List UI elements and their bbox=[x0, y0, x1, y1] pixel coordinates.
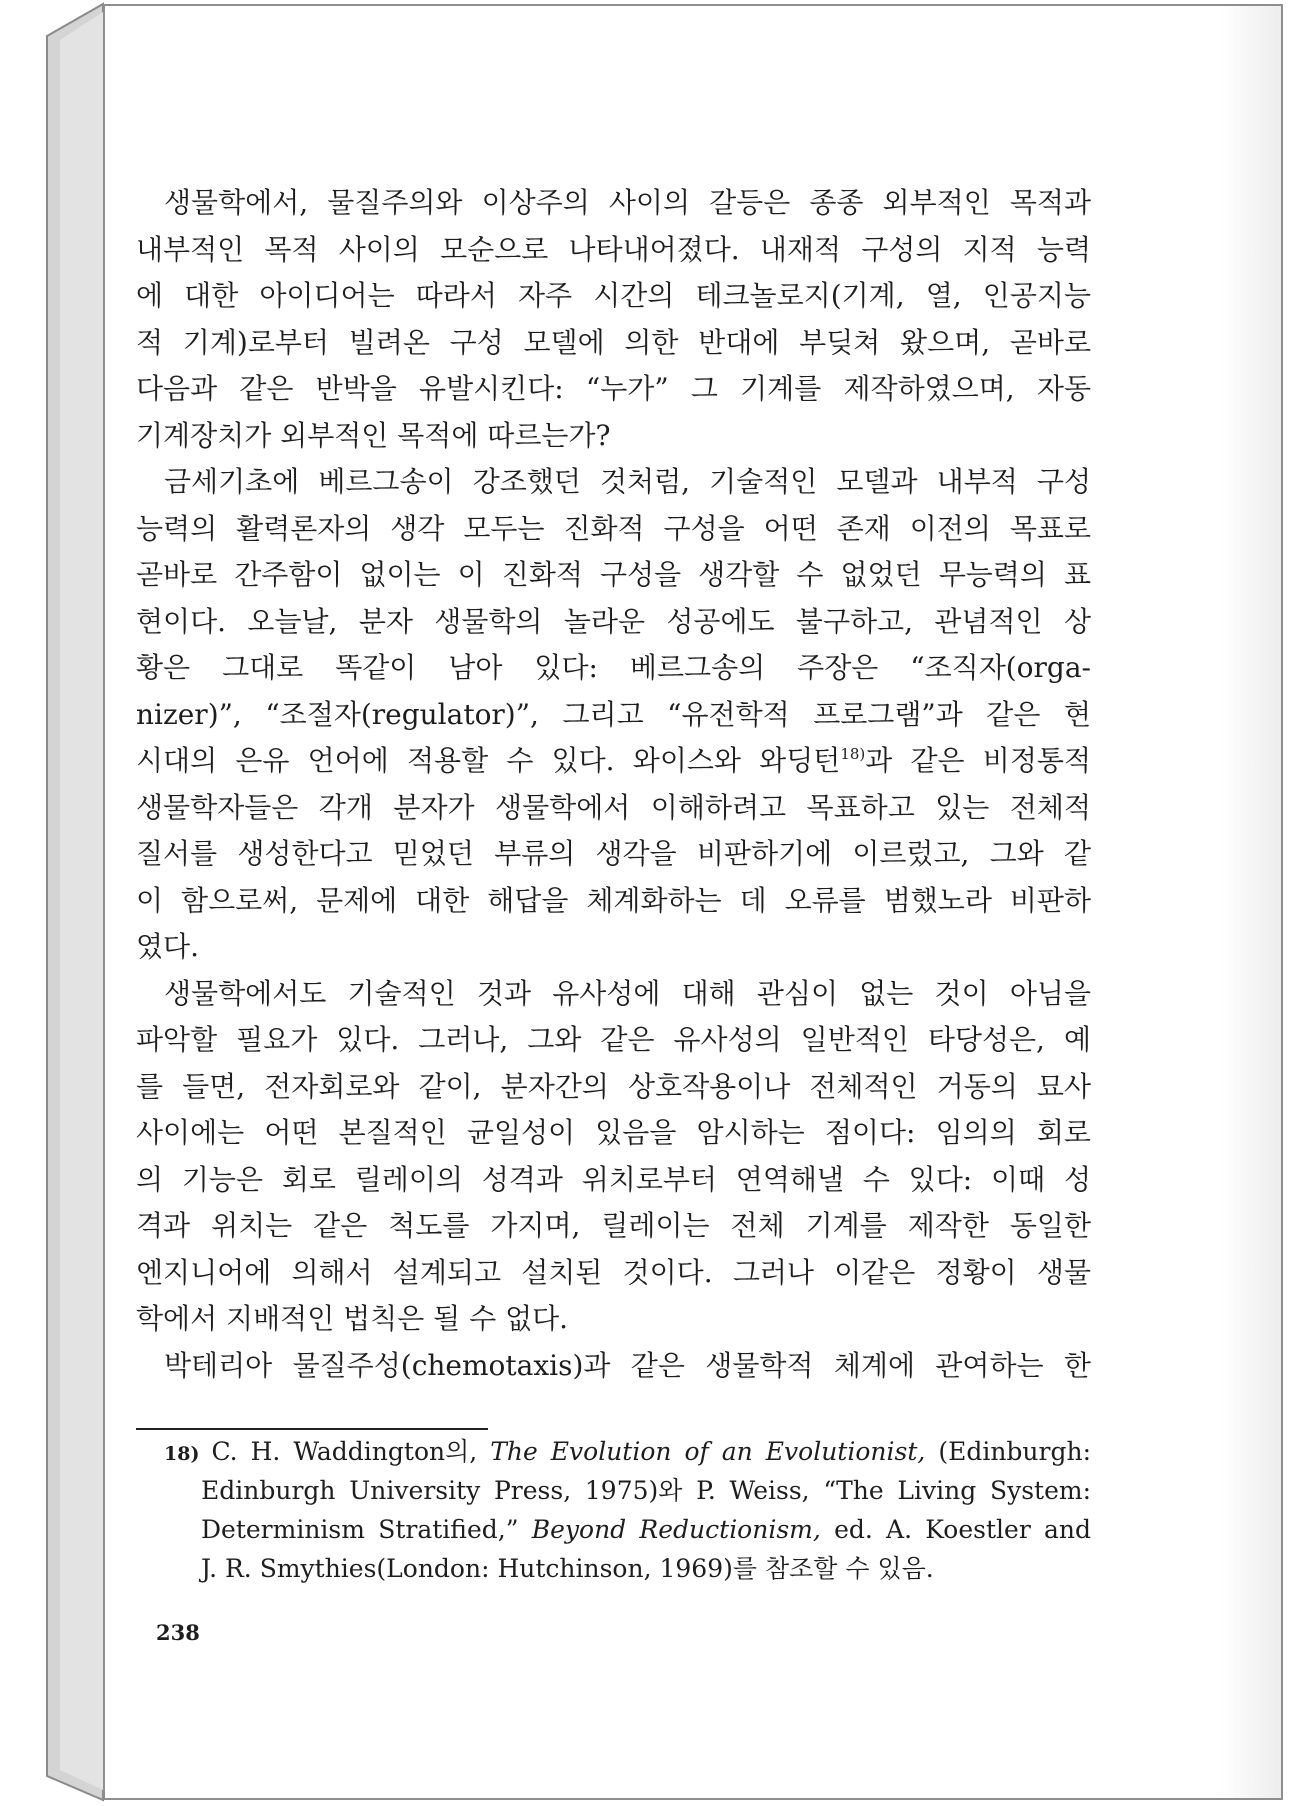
footnote-line bbox=[136, 1510, 1091, 1549]
footnote-18 bbox=[136, 1432, 1091, 1588]
footnote-ref-18[interactable]: 18) bbox=[840, 745, 866, 763]
paragraph-3 bbox=[136, 971, 1091, 1343]
paragraph-1 bbox=[136, 180, 1091, 459]
text-line: 생물학에서도 기술적인 것과 유사성에 대해 관심이 없는 것이 아님을 bbox=[164, 976, 1091, 1010]
footnote-text: C. H. Waddington의, bbox=[211, 1437, 478, 1466]
body-text bbox=[136, 180, 1091, 1389]
text-line: 다음과 같은 반박을 유발시킨다: “누가” 그 기계를 제작하였으며, 자동 bbox=[136, 372, 1091, 405]
text-line: 금세기초에 베르그송이 강조했던 것처럼, 기술적인 모델과 내부적 구성 bbox=[164, 465, 1091, 498]
text-line: 내부적인 목적 사이의 모순으로 나타내어졌다. 내재적 구성의 지적 능력 bbox=[136, 232, 1091, 266]
footnote-line: J. R. Smythies(London: Hutchinson, 1969)를 참조할 수 있음. bbox=[201, 1554, 934, 1583]
footnote-line: Edinburgh University Press, 1975)와 P. Weiss, “The Living System: bbox=[201, 1476, 1091, 1505]
text-line: 엔지니어에 의해서 설계되고 설치된 것이다. 그러나 이같은 정황이 생물 bbox=[136, 1255, 1091, 1289]
paragraph-4 bbox=[136, 1343, 1091, 1390]
page-number: 238 bbox=[156, 1620, 200, 1645]
text-line-with-footnote-ref bbox=[136, 738, 1091, 785]
text-line: 학에서 지배적인 법칙은 될 수 없다. bbox=[136, 1302, 569, 1335]
text-line-head: 시대의 은유 언어에 적용할 수 있다. 와이스와 와딩턴 bbox=[136, 744, 841, 777]
paragraph-2 bbox=[136, 459, 1091, 971]
footnote-number: 18) bbox=[164, 1443, 200, 1465]
text-line-tail: 과 같은 비정통적 bbox=[865, 744, 1091, 777]
text-line: 적 기계)로부터 빌려온 구성 모델에 의한 반대에 부딪쳐 왔으며, 곧바로 bbox=[136, 325, 1091, 359]
text-line: nizer)”, “조절자(regulator)”, 그리고 “유전학적 프로그램”과 같은 현 bbox=[136, 697, 1091, 731]
footnote-book-title: Beyond Reductionism, bbox=[531, 1515, 821, 1544]
text-line: 현이다. 오늘날, 분자 생물학의 놀라운 성공에도 불구하고, 관념적인 상 bbox=[136, 604, 1091, 638]
text-line: 생물학에서, 물질주의와 이상주의 사이의 갈등은 종종 외부적인 목적과 bbox=[164, 186, 1091, 219]
text-line: 를 들면, 전자회로와 같이, 분자간의 상호작용이나 전체적인 거동의 묘사 bbox=[136, 1069, 1091, 1103]
page-shade bbox=[1221, 6, 1281, 1798]
text-line: 에 대한 아이디어는 따라서 자주 시간의 테크놀로지(기계, 열, 인공지능 bbox=[136, 279, 1091, 312]
text-line: 기계장치가 외부적인 목적에 따르는가? bbox=[136, 418, 611, 452]
text-line: 박테리아 물질주성(chemotaxis)과 같은 생물학적 체계에 관여하는 한 bbox=[164, 1348, 1091, 1382]
text-line: 사이에는 어떤 본질적인 균일성이 있음을 암시하는 점이다: 임의의 회로 bbox=[136, 1116, 1091, 1149]
text-line: 이 함으로써, 문제에 대한 해답을 체계화하는 데 오류를 범했노라 비판하 bbox=[136, 883, 1091, 917]
footnote-book-title: The Evolution of an Evolutionist, bbox=[490, 1437, 926, 1466]
footnote-text: ed. A. Koestler and bbox=[834, 1515, 1091, 1544]
text-line: 의 기능은 회로 릴레이의 성격과 위치로부터 연역해낼 수 있다: 이때 성 bbox=[136, 1162, 1091, 1196]
text-line: 황은 그대로 똑같이 남아 있다: 베르그송의 주장은 “조직자(orga- bbox=[136, 651, 1091, 684]
footnote-text: (Edinburgh: bbox=[938, 1437, 1091, 1466]
text-line: 능력의 활력론자의 생각 모두는 진화적 구성을 어떤 존재 이전의 목표로 bbox=[136, 511, 1091, 545]
footnote-text: Determinism Stratified,” bbox=[201, 1515, 519, 1544]
text-line: 파악할 필요가 있다. 그러나, 그와 같은 유사성의 일반적인 타당성은, 예 bbox=[136, 1023, 1091, 1056]
text-line: 곧바로 간주함이 없이는 이 진화적 구성을 생각할 수 없었던 무능력의 표 bbox=[136, 558, 1091, 591]
text-line: 생물학자들은 각개 분자가 생물학에서 이해하려고 목표하고 있는 전체적 bbox=[136, 790, 1091, 824]
footnote-divider bbox=[136, 1428, 488, 1430]
text-line: 질서를 생성한다고 믿었던 부류의 생각을 비판하기에 이르렀고, 그와 같 bbox=[136, 837, 1091, 870]
text-line: 였다. bbox=[136, 930, 199, 963]
footnote-line bbox=[136, 1432, 1091, 1471]
text-line: 격과 위치는 같은 척도를 가지며, 릴레이는 전체 기계를 제작한 동일한 bbox=[136, 1209, 1091, 1242]
